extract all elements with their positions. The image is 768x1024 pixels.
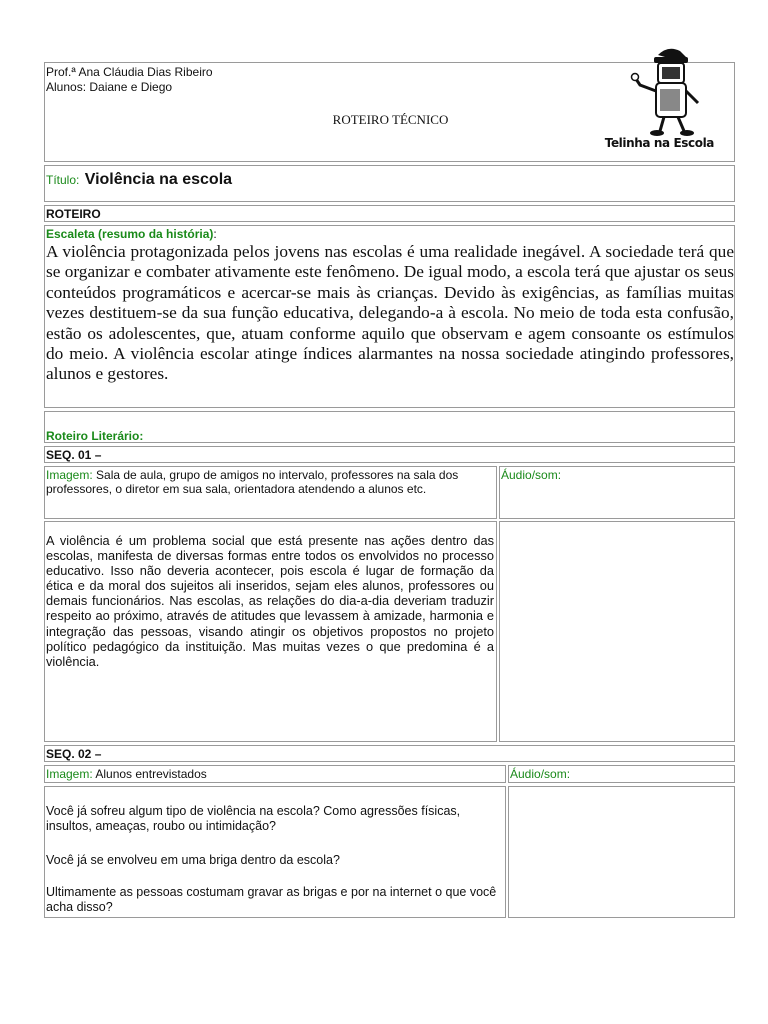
roteiro-literario-label: Roteiro Literário: bbox=[46, 429, 144, 443]
teacher-name: Prof.ª Ana Cláudia Dias Ribeiro bbox=[46, 65, 213, 79]
title-label: Título: bbox=[46, 173, 80, 187]
seq-01-image-desc: Sala de aula, grupo de amigos no intervalo, professores na sala dos professores, o diretor em sua sala, orientadora atendendo a alunos etc. bbox=[46, 468, 459, 496]
seq-02-questions-cell bbox=[44, 786, 506, 918]
seq-01-label: SEQ. 01 – bbox=[46, 448, 102, 462]
logo-caption: Telinha na Escola bbox=[604, 136, 714, 150]
students-names: Alunos: Daiane e Diego bbox=[46, 80, 173, 94]
seq-01-body-cell bbox=[44, 521, 497, 742]
seq-01-audio-label: Áudio/som: bbox=[501, 468, 562, 482]
seq-01-body-audio-cell bbox=[499, 521, 735, 742]
seq-02-row bbox=[44, 745, 735, 762]
seq-01-image-text bbox=[46, 468, 494, 496]
seq-02-image-label: Imagem: bbox=[46, 767, 93, 781]
escaleta-heading bbox=[46, 227, 217, 241]
title-line bbox=[46, 173, 232, 187]
seq-01-image-cell bbox=[44, 466, 497, 519]
question-2: Você já se envolveu em uma briga dentro da escola? bbox=[46, 853, 340, 867]
seq-02-label: SEQ. 02 – bbox=[46, 747, 102, 761]
escaleta-section bbox=[44, 225, 735, 408]
escaleta-colon: : bbox=[213, 227, 217, 241]
seq-02-image-cell bbox=[44, 765, 506, 783]
title-value: Violência na escola bbox=[84, 171, 233, 188]
roteiro-row bbox=[44, 205, 735, 222]
seq-02-image-text bbox=[46, 767, 503, 781]
seq-01-body-text: A violência é um problema social que está presente nas ações dentro das escolas, manifesta de diversas formas entre todos os envolvidos no processo educativo. Isso não deveria acontecer, pois escola é lugar de formação da ética e da moral dos sujeitos ali inseridos, sejam eles alunos, professores ou demais funcionários. Nas escolas, as relações do dia-a-dia deveriam traduzir respeito ao próximo, através de atitudes que levassem à amizade, harmonia e integração das pessoas, visando atingir os objetivos propostos no projeto político pedagógico da instituição. Mas muitas vezes o que predomina é a violência. bbox=[46, 533, 494, 669]
author-info bbox=[46, 65, 213, 95]
question-3: Ultimamente as pessoas costumam gravar as brigas e por na internet o que você acha disso? bbox=[46, 885, 497, 914]
escaleta-label: Escaleta (resumo da história) bbox=[46, 227, 214, 241]
title-row bbox=[44, 165, 735, 202]
document-title: ROTEIRO TÉCNICO bbox=[332, 112, 449, 127]
seq-02-questions-audio-cell bbox=[508, 786, 735, 918]
seq-02-image-desc: Alunos entrevistados bbox=[92, 767, 207, 781]
seq-01-audio-cell bbox=[499, 466, 735, 519]
seq-02-audio-label: Áudio/som: bbox=[510, 767, 571, 781]
header-box bbox=[44, 62, 735, 162]
roteiro-label: ROTEIRO bbox=[46, 207, 101, 221]
seq-02-audio-cell bbox=[508, 765, 735, 783]
seq-01-row bbox=[44, 446, 735, 463]
seq-01-image-label: Imagem: bbox=[46, 468, 93, 482]
escaleta-story: A violência protagonizada pelos jovens nas escolas é uma realidade inegável. A sociedade terá que se organizar e combater ativamente este fenômeno. De igual modo, a escola terá que ajustar os seus conteúdos programáticos e acercar-se mais às crianças. Devido às exigências, as famílias muitas vezes destituem-se da sua função educativa, delegando-a à escola. No meio de toda esta confusão, estão os adolescentes, que, atuam conforme aquilo que observam e agem consoante os estímulos do meio. A violência escolar atinge índices alarmantes na nossa sociedade atingindo professores, alunos e gestores. bbox=[46, 242, 734, 384]
question-1: Você já sofreu algum tipo de violência na escola? Como agressões físicas, insultos, ameaças, roubo ou intimidação? bbox=[46, 804, 461, 833]
roteiro-literario-row bbox=[44, 411, 735, 443]
